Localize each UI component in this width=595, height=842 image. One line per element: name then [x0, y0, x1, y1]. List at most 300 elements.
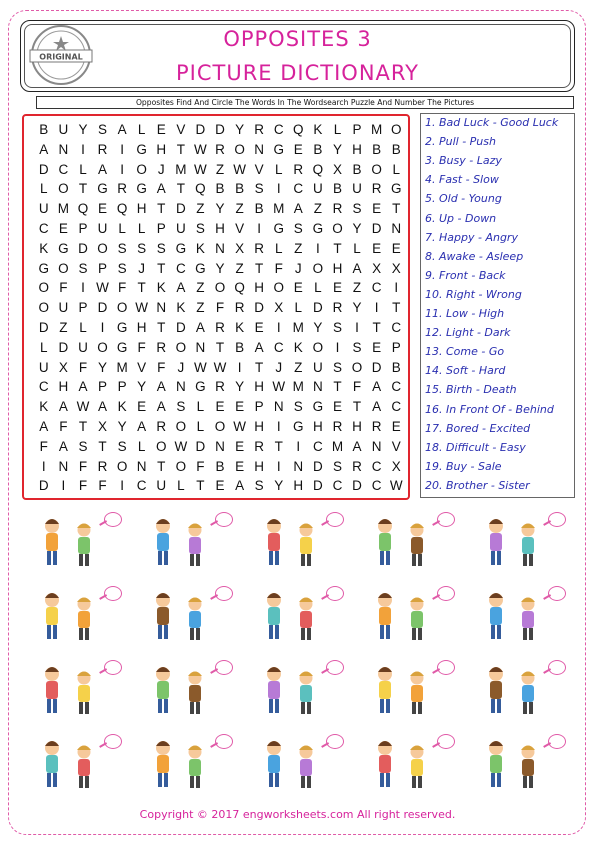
number-bubble[interactable] — [437, 660, 455, 675]
grid-letter[interactable]: Y — [235, 122, 245, 137]
grid-letter[interactable]: Y — [352, 221, 362, 236]
grid-letter[interactable]: B — [352, 161, 362, 177]
grid-letter[interactable]: U — [58, 300, 69, 316]
grid-letter[interactable]: O — [214, 419, 226, 434]
grid-letter[interactable]: K — [156, 280, 166, 296]
grid-letter[interactable]: A — [293, 201, 303, 217]
grid-letter[interactable]: R — [254, 240, 265, 256]
grid-letter[interactable]: B — [391, 141, 401, 157]
grid-letter[interactable]: B — [332, 181, 342, 197]
grid-letter[interactable]: Z — [196, 300, 205, 316]
grid-letter[interactable]: L — [333, 122, 342, 137]
grid-letter[interactable]: T — [352, 399, 362, 415]
grid-letter[interactable]: E — [293, 280, 303, 296]
grid-letter[interactable]: I — [120, 141, 124, 157]
grid-letter[interactable]: T — [333, 379, 342, 395]
grid-letter[interactable]: V — [391, 438, 401, 454]
grid-letter[interactable]: L — [294, 300, 303, 316]
grid-letter[interactable]: L — [79, 320, 87, 335]
grid-letter[interactable]: N — [136, 458, 147, 474]
grid-letter[interactable]: R — [371, 181, 382, 197]
grid-letter[interactable]: K — [176, 300, 186, 316]
grid-letter[interactable]: G — [116, 320, 128, 335]
grid-letter[interactable]: A — [156, 399, 166, 415]
grid-letter[interactable]: J — [294, 260, 302, 276]
grid-letter[interactable]: K — [313, 122, 323, 137]
grid-letter[interactable]: R — [215, 141, 225, 157]
grid-letter[interactable]: S — [117, 240, 127, 256]
grid-letter[interactable]: B — [391, 359, 401, 375]
grid-letter[interactable]: N — [313, 379, 323, 395]
grid-letter[interactable]: C — [391, 320, 402, 335]
grid-letter[interactable]: K — [39, 240, 49, 256]
grid-letter[interactable]: V — [235, 221, 245, 236]
grid-letter[interactable]: I — [394, 280, 399, 296]
grid-letter[interactable]: Z — [235, 201, 244, 217]
grid-letter[interactable]: O — [58, 260, 69, 276]
grid-letter[interactable]: G — [273, 141, 284, 157]
grid-letter[interactable]: J — [138, 260, 146, 276]
grid-letter[interactable]: X — [98, 419, 108, 434]
grid-letter[interactable]: I — [296, 438, 301, 454]
grid-letter[interactable]: H — [254, 458, 265, 474]
grid-letter[interactable]: O — [116, 458, 128, 474]
grid-letter[interactable]: Q — [195, 181, 206, 197]
grid-letter[interactable]: H — [58, 379, 69, 395]
grid-letter[interactable]: U — [352, 181, 362, 197]
grid-letter[interactable]: S — [78, 438, 88, 454]
grid-letter[interactable]: E — [332, 280, 342, 296]
grid-letter[interactable]: U — [313, 181, 323, 197]
grid-letter[interactable]: I — [276, 458, 281, 474]
grid-letter[interactable]: J — [275, 359, 283, 375]
grid-letter[interactable]: F — [274, 260, 283, 276]
grid-letter[interactable]: V — [137, 359, 147, 375]
grid-letter[interactable]: Z — [294, 240, 303, 256]
grid-letter[interactable]: S — [117, 260, 127, 276]
grid-letter[interactable]: A — [372, 379, 382, 395]
grid-letter[interactable]: P — [254, 399, 264, 415]
grid-letter[interactable]: Y — [215, 260, 225, 276]
grid-letter[interactable]: T — [215, 339, 225, 355]
grid-letter[interactable]: Y — [332, 141, 342, 157]
grid-letter[interactable]: G — [136, 141, 147, 157]
grid-letter[interactable]: T — [157, 201, 166, 217]
grid-letter[interactable]: F — [117, 280, 127, 296]
number-bubble[interactable] — [437, 586, 455, 601]
grid-letter[interactable]: F — [78, 458, 88, 474]
grid-letter[interactable]: U — [58, 122, 69, 137]
number-bubble[interactable] — [437, 734, 455, 749]
grid-letter[interactable]: T — [137, 280, 146, 296]
grid-letter[interactable]: A — [39, 419, 49, 434]
grid-letter[interactable]: Y — [137, 379, 147, 395]
grid-letter[interactable]: S — [176, 399, 186, 415]
grid-letter[interactable]: I — [120, 478, 124, 494]
grid-letter[interactable]: A — [39, 141, 49, 157]
grid-letter[interactable]: L — [40, 339, 48, 355]
grid-letter[interactable]: K — [39, 399, 49, 415]
grid-letter[interactable]: C — [175, 260, 186, 276]
number-bubble[interactable] — [437, 512, 455, 527]
grid-letter[interactable]: B — [39, 122, 49, 137]
grid-letter[interactable]: U — [313, 359, 323, 375]
grid-letter[interactable]: V — [254, 161, 264, 177]
grid-letter[interactable]: A — [352, 438, 362, 454]
grid-letter[interactable]: S — [352, 339, 362, 355]
grid-letter[interactable]: L — [196, 399, 205, 415]
grid-letter[interactable]: E — [215, 399, 225, 415]
grid-letter[interactable]: D — [38, 161, 49, 177]
grid-letter[interactable]: N — [58, 141, 69, 157]
grid-letter[interactable]: O — [312, 260, 324, 276]
grid-letter[interactable]: H — [352, 141, 362, 157]
grid-letter[interactable]: B — [215, 181, 225, 197]
number-bubble[interactable] — [215, 512, 233, 527]
grid-letter[interactable]: G — [38, 260, 50, 276]
grid-letter[interactable]: P — [78, 300, 88, 316]
grid-letter[interactable]: W — [194, 359, 207, 375]
grid-letter[interactable]: P — [78, 221, 88, 236]
grid-letter[interactable]: O — [312, 339, 324, 355]
grid-letter[interactable]: F — [98, 478, 107, 494]
grid-letter[interactable]: H — [156, 141, 167, 157]
grid-letter[interactable]: H — [136, 201, 147, 217]
grid-letter[interactable]: L — [118, 221, 126, 236]
grid-letter[interactable]: I — [41, 458, 46, 474]
grid-letter[interactable]: X — [372, 260, 382, 276]
grid-letter[interactable]: C — [313, 438, 323, 454]
grid-letter[interactable]: D — [97, 300, 108, 316]
grid-letter[interactable]: Z — [235, 260, 244, 276]
grid-letter[interactable]: I — [276, 419, 281, 434]
grid-letter[interactable]: P — [352, 122, 362, 137]
grid-letter[interactable]: N — [391, 221, 402, 236]
grid-letter[interactable]: O — [175, 458, 187, 474]
grid-letter[interactable]: S — [98, 122, 108, 137]
number-bubble[interactable] — [326, 586, 344, 601]
grid-letter[interactable]: C — [332, 478, 343, 494]
grid-letter[interactable]: D — [254, 300, 265, 316]
grid-letter[interactable]: S — [293, 399, 303, 415]
grid-letter[interactable]: X — [274, 300, 284, 316]
grid-letter[interactable]: S — [137, 240, 147, 256]
grid-letter[interactable]: R — [352, 458, 362, 474]
grid-letter[interactable]: E — [391, 419, 401, 434]
grid-letter[interactable]: W — [96, 280, 109, 296]
grid-letter[interactable]: C — [273, 122, 284, 137]
grid-letter[interactable]: F — [352, 379, 362, 395]
grid-letter[interactable]: W — [272, 379, 286, 395]
grid-letter[interactable]: D — [195, 438, 206, 454]
grid-letter[interactable]: C — [38, 221, 49, 236]
grid-letter[interactable]: A — [254, 339, 264, 355]
grid-letter[interactable]: H — [332, 260, 343, 276]
grid-letter[interactable]: A — [372, 399, 382, 415]
grid-letter[interactable]: O — [136, 161, 147, 177]
grid-letter[interactable]: M — [370, 122, 383, 137]
grid-letter[interactable]: F — [39, 438, 48, 454]
grid-letter[interactable]: T — [157, 458, 166, 474]
grid-letter[interactable]: J — [177, 359, 185, 375]
grid-letter[interactable]: E — [332, 399, 342, 415]
grid-letter[interactable]: S — [352, 201, 362, 217]
grid-letter[interactable]: V — [176, 122, 186, 137]
grid-letter[interactable]: R — [293, 161, 304, 177]
grid-letter[interactable]: I — [81, 280, 85, 296]
grid-letter[interactable]: G — [273, 221, 284, 236]
grid-letter[interactable]: O — [371, 161, 382, 177]
grid-letter[interactable]: G — [390, 181, 402, 197]
grid-letter[interactable]: D — [195, 122, 206, 137]
number-bubble[interactable] — [326, 512, 344, 527]
grid-letter[interactable]: R — [332, 201, 343, 217]
grid-letter[interactable]: F — [157, 359, 166, 375]
grid-letter[interactable]: F — [78, 359, 88, 375]
grid-letter[interactable]: X — [332, 161, 342, 177]
grid-letter[interactable]: X — [58, 359, 68, 375]
grid-letter[interactable]: W — [76, 399, 90, 415]
grid-letter[interactable]: W — [233, 161, 246, 177]
grid-letter[interactable]: C — [273, 339, 284, 355]
grid-letter[interactable]: O — [116, 300, 128, 316]
grid-letter[interactable]: A — [58, 438, 68, 454]
grid-letter[interactable]: W — [389, 478, 403, 494]
grid-letter[interactable]: L — [353, 240, 361, 256]
grid-letter[interactable]: A — [137, 419, 147, 434]
grid-letter[interactable]: U — [38, 201, 49, 217]
grid-letter[interactable]: I — [276, 181, 281, 197]
grid-letter[interactable]: T — [333, 240, 342, 256]
grid-letter[interactable]: I — [316, 240, 320, 256]
grid-letter[interactable]: D — [313, 458, 323, 474]
grid-letter[interactable]: I — [374, 300, 379, 316]
grid-letter[interactable]: T — [98, 438, 107, 454]
grid-letter[interactable]: T — [157, 320, 166, 335]
grid-letter[interactable]: H — [313, 419, 323, 434]
grid-letter[interactable]: T — [255, 359, 264, 375]
grid-letter[interactable]: Q — [312, 161, 324, 177]
grid-letter[interactable]: R — [234, 300, 245, 316]
grid-letter[interactable]: D — [175, 201, 186, 217]
number-bubble[interactable] — [548, 512, 566, 527]
grid-letter[interactable]: T — [78, 181, 88, 197]
grid-letter[interactable]: L — [314, 280, 322, 296]
grid-letter[interactable]: L — [392, 161, 400, 177]
grid-letter[interactable]: E — [372, 339, 382, 355]
grid-letter[interactable]: E — [254, 320, 264, 335]
grid-letter[interactable]: Y — [235, 379, 245, 395]
grid-letter[interactable]: D — [58, 339, 69, 355]
grid-letter[interactable]: S — [332, 320, 342, 335]
grid-letter[interactable]: W — [194, 161, 207, 177]
grid-letter[interactable]: L — [137, 221, 146, 236]
grid-letter[interactable]: P — [98, 260, 108, 276]
grid-letter[interactable]: O — [58, 181, 69, 197]
grid-letter[interactable]: G — [58, 240, 69, 256]
grid-letter[interactable]: L — [274, 161, 283, 177]
grid-letter[interactable]: O — [38, 280, 50, 296]
grid-letter[interactable]: D — [215, 122, 225, 137]
grid-letter[interactable]: E — [98, 201, 108, 217]
number-bubble[interactable] — [548, 586, 566, 601]
grid-letter[interactable]: T — [372, 320, 381, 335]
grid-letter[interactable]: E — [372, 240, 382, 256]
grid-letter[interactable]: T — [392, 300, 401, 316]
grid-letter[interactable]: N — [156, 300, 167, 316]
number-bubble[interactable] — [548, 734, 566, 749]
grid-letter[interactable]: Z — [294, 359, 303, 375]
grid-letter[interactable]: O — [390, 122, 402, 137]
grid-letter[interactable]: B — [215, 458, 225, 474]
grid-letter[interactable]: M — [175, 161, 187, 177]
grid-letter[interactable]: U — [38, 359, 49, 375]
grid-letter[interactable]: Q — [116, 201, 128, 217]
grid-letter[interactable]: C — [371, 280, 382, 296]
grid-letter[interactable]: F — [215, 300, 225, 316]
grid-letter[interactable]: S — [195, 221, 205, 236]
grid-letter[interactable]: F — [59, 280, 68, 296]
grid-letter[interactable]: Q — [234, 280, 245, 296]
grid-letter[interactable]: M — [116, 359, 128, 375]
grid-letter[interactable]: P — [156, 221, 166, 236]
grid-letter[interactable]: F — [78, 478, 88, 494]
grid-letter[interactable]: A — [98, 399, 108, 415]
grid-letter[interactable]: T — [78, 419, 88, 434]
grid-letter[interactable]: T — [274, 438, 283, 454]
grid-letter[interactable]: N — [58, 458, 69, 474]
number-bubble[interactable] — [104, 660, 122, 675]
grid-letter[interactable]: R — [117, 181, 127, 197]
grid-letter[interactable]: R — [254, 122, 265, 137]
grid-letter[interactable]: H — [254, 280, 265, 296]
grid-letter[interactable]: M — [292, 320, 304, 335]
grid-letter[interactable]: R — [254, 438, 265, 454]
grid-letter[interactable]: D — [38, 320, 49, 335]
grid-letter[interactable]: S — [293, 221, 303, 236]
number-bubble[interactable] — [215, 660, 233, 675]
grid-letter[interactable]: O — [175, 419, 187, 434]
grid-letter[interactable]: R — [371, 419, 382, 434]
grid-letter[interactable]: X — [391, 458, 401, 474]
grid-letter[interactable]: M — [57, 201, 69, 217]
grid-letter[interactable]: Z — [196, 280, 205, 296]
grid-letter[interactable]: G — [312, 399, 324, 415]
grid-letter[interactable]: P — [391, 339, 401, 355]
grid-letter[interactable]: O — [273, 280, 284, 296]
grid-letter[interactable]: Y — [274, 478, 284, 494]
grid-letter[interactable]: S — [332, 359, 342, 375]
grid-letter[interactable]: C — [38, 379, 49, 395]
grid-letter[interactable]: A — [156, 379, 166, 395]
grid-letter[interactable]: Z — [59, 320, 68, 335]
grid-letter[interactable]: T — [176, 141, 185, 157]
grid-letter[interactable]: I — [120, 161, 124, 177]
grid-letter[interactable]: X — [235, 240, 245, 256]
grid-letter[interactable]: O — [156, 438, 167, 454]
grid-letter[interactable]: D — [371, 221, 382, 236]
grid-letter[interactable]: U — [175, 221, 186, 236]
grid-letter[interactable]: N — [175, 379, 186, 395]
grid-letter[interactable]: G — [195, 379, 206, 395]
grid-letter[interactable]: N — [195, 339, 206, 355]
grid-letter[interactable]: L — [137, 438, 146, 454]
grid-letter[interactable]: E — [391, 240, 401, 256]
grid-letter[interactable]: W — [135, 300, 149, 316]
grid-letter[interactable]: A — [195, 320, 205, 335]
grid-letter[interactable]: N — [293, 458, 304, 474]
grid-letter[interactable]: W — [194, 141, 207, 157]
grid-letter[interactable]: Y — [313, 320, 323, 335]
grid-letter[interactable]: N — [215, 438, 225, 454]
grid-letter[interactable]: G — [293, 419, 304, 434]
grid-letter[interactable]: O — [97, 339, 108, 355]
grid-letter[interactable]: O — [175, 339, 187, 355]
grid-letter[interactable]: C — [371, 458, 382, 474]
grid-letter[interactable]: A — [117, 122, 127, 137]
grid-letter[interactable]: Y — [352, 300, 362, 316]
grid-letter[interactable]: N — [371, 438, 382, 454]
grid-letter[interactable]: Z — [352, 280, 362, 296]
grid-letter[interactable]: R — [156, 339, 167, 355]
number-bubble[interactable] — [548, 660, 566, 675]
grid-letter[interactable]: G — [97, 181, 108, 197]
wordsearch-grid[interactable] — [22, 114, 410, 500]
grid-letter[interactable]: I — [100, 320, 105, 335]
grid-letter[interactable]: Z — [196, 201, 205, 217]
grid-letter[interactable]: A — [156, 181, 166, 197]
grid-letter[interactable]: N — [254, 141, 265, 157]
grid-letter[interactable]: W — [213, 359, 227, 375]
grid-letter[interactable]: L — [177, 478, 185, 494]
grid-letter[interactable]: A — [235, 478, 245, 494]
grid-letter[interactable]: R — [215, 379, 225, 395]
grid-letter[interactable]: M — [292, 379, 304, 395]
grid-letter[interactable]: I — [61, 478, 66, 494]
grid-letter[interactable]: K — [117, 399, 127, 415]
grid-letter[interactable]: W — [174, 438, 188, 454]
grid-letter[interactable]: O — [234, 141, 245, 157]
grid-letter[interactable]: T — [157, 260, 166, 276]
grid-letter[interactable]: C — [136, 478, 147, 494]
grid-letter[interactable]: C — [293, 181, 304, 197]
grid-letter[interactable]: Z — [215, 161, 225, 177]
grid-letter[interactable]: R — [215, 320, 225, 335]
grid-letter[interactable]: B — [313, 141, 323, 157]
grid-letter[interactable]: N — [273, 399, 284, 415]
number-bubble[interactable] — [104, 734, 122, 749]
grid-letter[interactable]: I — [355, 320, 359, 335]
grid-letter[interactable]: L — [137, 122, 146, 137]
grid-letter[interactable]: M — [331, 438, 344, 454]
grid-letter[interactable]: U — [97, 221, 108, 236]
grid-letter[interactable]: S — [78, 260, 88, 276]
grid-letter[interactable]: E — [235, 438, 245, 454]
grid-letter[interactable]: Q — [77, 201, 89, 217]
grid-letter[interactable]: S — [117, 438, 127, 454]
grid-letter[interactable]: C — [58, 161, 69, 177]
grid-letter[interactable]: X — [391, 260, 401, 276]
grid-letter[interactable]: Q — [293, 122, 304, 137]
grid-letter[interactable]: E — [235, 458, 245, 474]
grid-letter[interactable]: I — [81, 141, 85, 157]
grid-letter[interactable]: U — [78, 339, 88, 355]
grid-letter[interactable]: A — [58, 399, 68, 415]
grid-letter[interactable]: I — [335, 339, 340, 355]
grid-letter[interactable]: O — [351, 359, 363, 375]
grid-letter[interactable]: L — [40, 181, 48, 197]
grid-letter[interactable]: E — [215, 478, 225, 494]
